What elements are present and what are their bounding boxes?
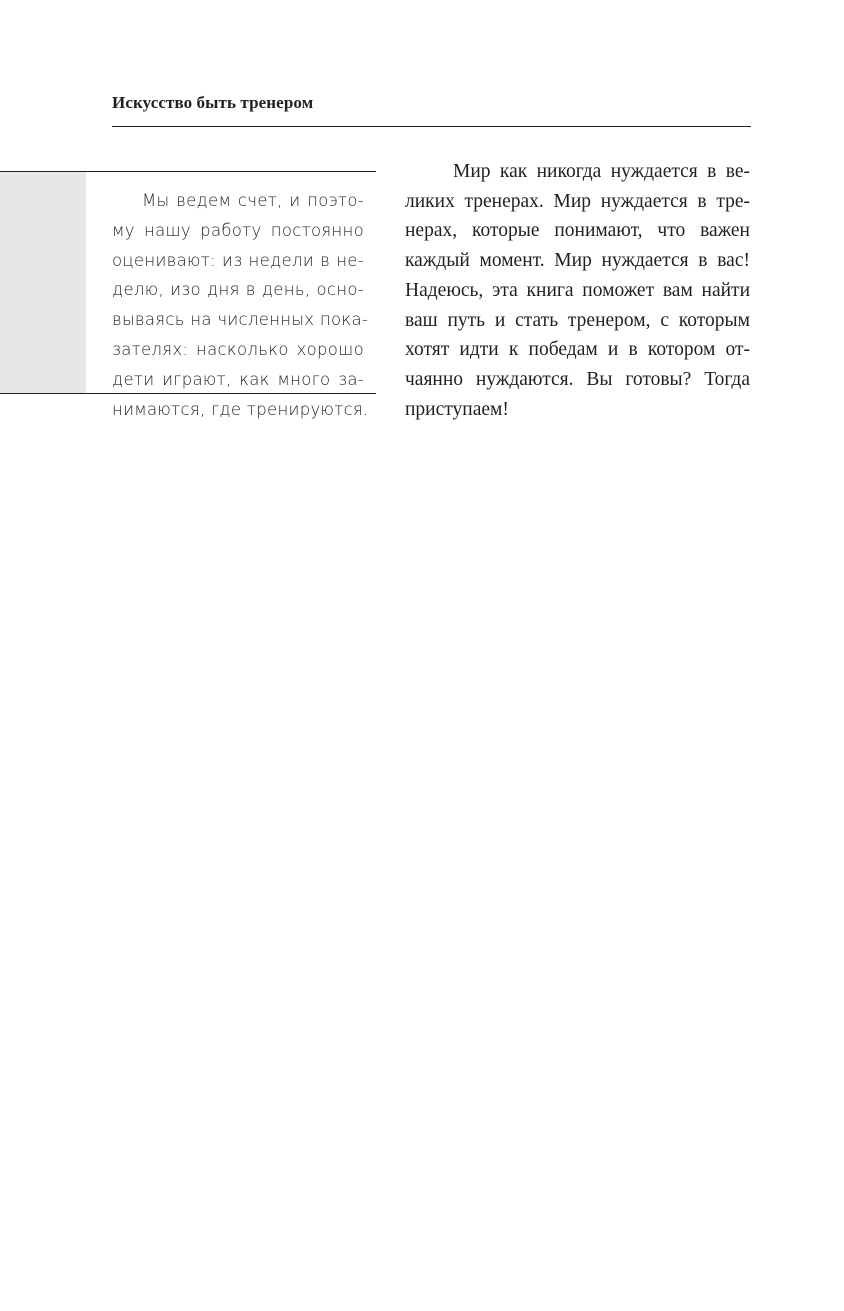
pull-quote-line: вываясь на численных пока-: [112, 310, 369, 330]
pull-quote-box: [0, 171, 376, 419]
running-header: Искусство быть тренером: [112, 93, 314, 112]
pull-quote-shade: [0, 172, 86, 393]
body-line: Надеюсь, эта книга поможет вам найти: [405, 279, 750, 301]
pull-quote-line: нимаются, где тренируются.: [112, 399, 369, 419]
body-paragraph: [405, 157, 750, 424]
pull-quote-line: зателях: насколько хорошо: [112, 339, 364, 359]
pull-quote-line: дети играют, как много за-: [112, 369, 364, 389]
pull-quote-line: делю, изо дня в день, осно-: [112, 280, 364, 300]
pull-quote-line: му нашу работу постоянно: [112, 220, 364, 240]
body-line: Мир как никогда нуждается в ве-: [453, 161, 750, 182]
body-line: чаянно нуждаются. Вы готовы? Тогда: [405, 368, 750, 390]
header-rule: [112, 126, 751, 127]
body-line: нерах, которые понимают, что важен: [405, 220, 750, 242]
pull-quote-text: [112, 186, 369, 424]
body-line: ваш путь и стать тренером, с которым: [405, 309, 750, 331]
body-line: каждый момент. Мир нуждается в вас!: [405, 250, 750, 272]
pull-quote-line: оценивают: из недели в не-: [112, 250, 364, 270]
body-line: ликих тренерах. Мир нуждается в тре-: [405, 190, 750, 212]
body-line: хотят идти к победам и в котором от-: [405, 339, 750, 361]
pull-quote-line: Мы ведем счет, и поэто-: [142, 191, 364, 210]
body-line: приступаем!: [405, 398, 509, 420]
